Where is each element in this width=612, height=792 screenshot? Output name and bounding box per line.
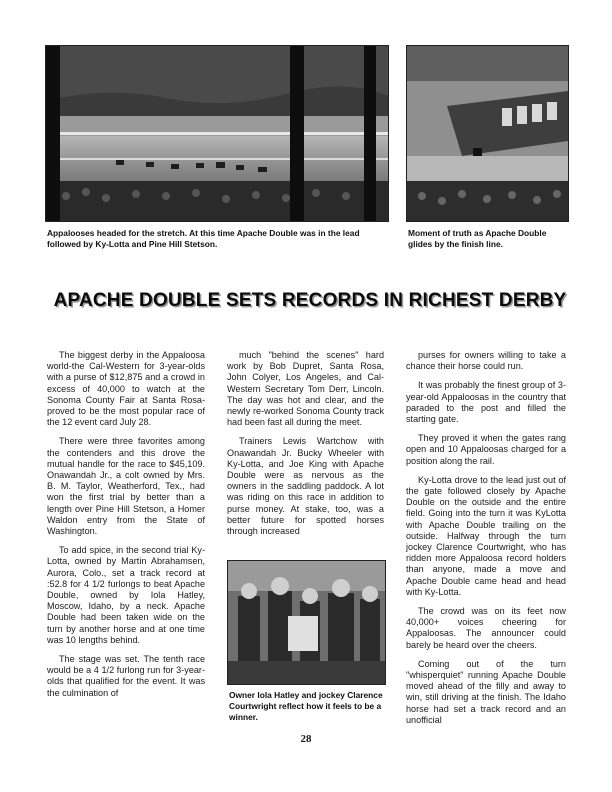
winners-photo (227, 560, 386, 685)
paragraph: The stage was set. The tenth race would be a 4 1/2 furlong run for 3-year-olds that qualified for the event. It was the culmination of (47, 654, 205, 698)
article-column-2 (227, 350, 384, 545)
finish-photo-image (407, 46, 568, 221)
winners-caption: Owner Iola Hatley and jockey Clarence Courtwright reflect how it feels to be a winner. (229, 690, 383, 722)
article-headline: APACHE DOUBLE SETS RECORDS IN RICHEST DERBY (53, 290, 567, 311)
paragraph: Coming out of the turn "whisperquiet" running Apache Double moved ahead of the filly and away to win, still driving at the finish. The Idaho horse had set a track record and an unofficial (406, 658, 566, 725)
stretch-caption: Appalooses headed for the stretch. At this time Apache Double was in the lead followed by Ky-Lotta and Pine Hill Stetson. (47, 228, 360, 249)
stretch-photo (45, 45, 389, 222)
article-column-3 (406, 350, 566, 734)
paragraph: The crowd was on its feet now 40,000+ voices cheering for Appaloosas. The announcer could barely be heard over the cheers. (406, 606, 566, 650)
winners-photo-image (228, 561, 385, 684)
paragraph: They proved it when the gates rang open and 10 Appaloosas charged for a position along the rail. (406, 433, 566, 466)
finish-photo (406, 45, 569, 222)
paragraph: There were three favorites among the contenders and this drove the mutual handle for the race to $45,109. Onawandah Jr., a colt owned by Mrs. B. M. Taylor, Weatherford, Tex., had won the first trial by better than a length over Pine Hill Stetson, a Homer Waldon entry from the State of Washington. (47, 436, 205, 537)
article-column-1 (47, 350, 205, 707)
paragraph: The biggest derby in the Appaloosa world-the Cal-Western for 3-year-olds with a purse of $12,875 and a crowd in excess of 40,000 to watch at the Sonoma County Fair at Santa Rosa-proved to be the most popular race of the 12 event card July 28. (47, 350, 205, 428)
page-number: 28 (300, 733, 312, 745)
stretch-photo-image (46, 46, 388, 221)
paragraph: purses for owners willing to take a chance their horse could run. (406, 350, 566, 372)
paragraph: It was probably the finest group of 3-year-old Appaloosas in the country that paraded to the post and filled the starting gate. (406, 380, 566, 425)
paragraph: Ky-Lotta drove to the lead just out of the gate followed closely by Apache Double on the outside and the entire field. Going into the turn it was KyLotta with Apache Double trailing on the outside. Halfway through the turn jockey Clarence Courtwright, who has ridden more Appaloosa record holders than anyone, made a move and Apache Double came head and head with Ky-Lotta. (406, 474, 566, 597)
paragraph: much "behind the scenes" hard work by Bob Dupret, Santa Rosa, John Colyer, Los Angeles, and Cal-Western Secretary Tom Derr, Lincoln. The day was hot and clear, and the newly re-worked Sonoma County track had been fast all during the meet. (227, 350, 384, 428)
paragraph: Trainers Lewis Wartchow with Onawandah Jr. Bucky Wheeler with Ky-Lotta, and Joe King with Apache Double were as nervous as the owners in the saddling paddock. A lot was riding on this race in addition to purse money. At stake, too, was a better future for spotted horses through increased (227, 436, 384, 537)
paragraph: To add spice, in the second trial Ky-Lotta, owned by Martin Abrahamsen, Aurora, Colo., set a track record at :52.8 for 4 1/2 furlongs to beat Apache Double, owned by Iola Hatley, Moscow, Idaho, by a neck. Apache Double had been taken wide on the turn by another horse and at one time was 10 lengths behind. (47, 545, 205, 645)
finish-caption: Moment of truth as Apache Double glides by the finish line. (408, 228, 547, 249)
